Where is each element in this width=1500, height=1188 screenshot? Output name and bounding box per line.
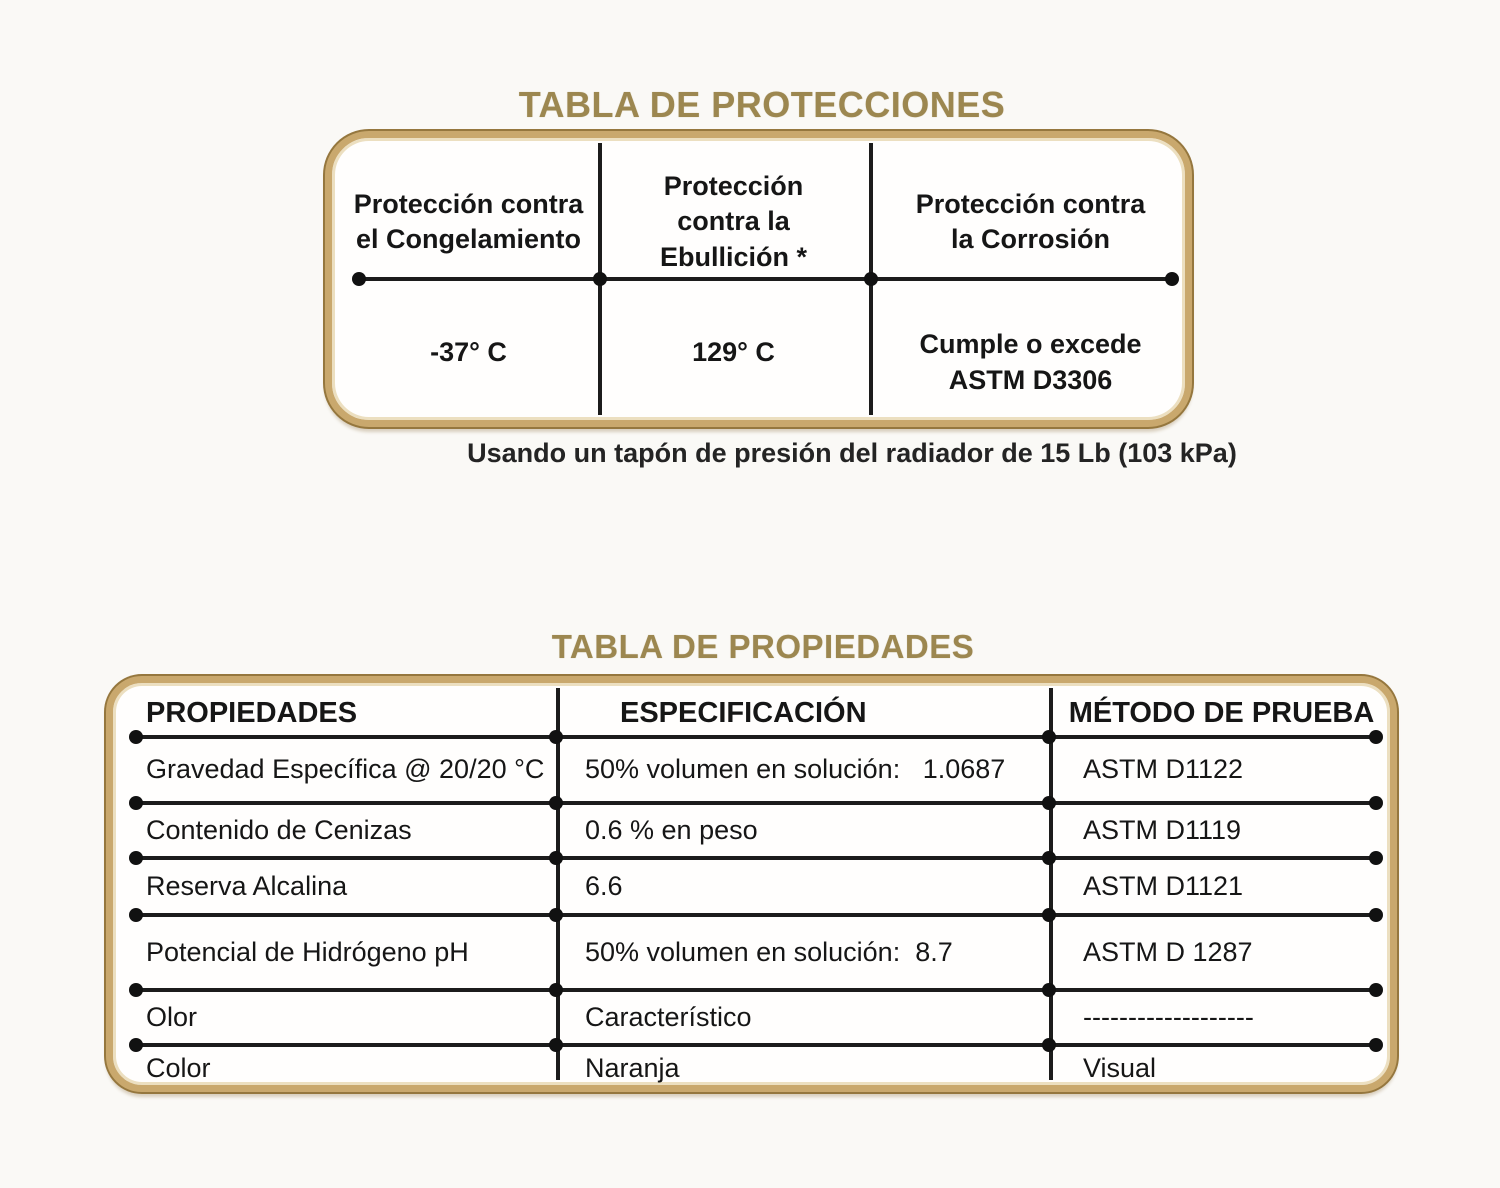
protections-table-body	[339, 145, 1178, 413]
header-cell-freeze-label: Protección contra el Congelamiento	[353, 188, 584, 254]
header-cell-corrosion	[869, 163, 1192, 281]
pressure-cap-footnote: Usando un tapón de presión del radiador de 15 Lb (103 kPa)	[467, 438, 1237, 468]
property-cell: Olor	[146, 1001, 198, 1032]
property-cell: Gravedad Específica @ 20/20 °C	[146, 754, 545, 785]
header-cell-boil	[598, 163, 869, 281]
specification-cell: Característico	[585, 1001, 752, 1032]
separator-dot	[129, 983, 143, 997]
column-header-metodo: MÉTODO DE PRUEBA	[1068, 696, 1375, 729]
separator-dot	[549, 983, 563, 997]
properties-table-body	[120, 690, 1383, 1083]
value-cell-corrosion	[869, 295, 1192, 430]
separator-dot	[549, 796, 563, 810]
specification-cell: 6.6	[585, 870, 623, 901]
specification-cell: Naranja	[585, 1052, 680, 1083]
property-cell: Color	[146, 1052, 211, 1083]
separator-dot	[352, 272, 366, 286]
value-cell-freeze: -37° C	[430, 336, 507, 367]
protections-table	[325, 131, 1192, 427]
value-cell-corrosion-label: Cumple o excede ASTM D3306	[919, 329, 1142, 395]
header-cell-freeze	[339, 163, 598, 281]
separator-dot	[129, 908, 143, 922]
column-divider	[556, 688, 560, 1080]
separator-dot	[129, 730, 143, 744]
separator-dot	[1165, 272, 1179, 286]
separator-dot	[129, 851, 143, 865]
method-cell: ASTM D1122	[1083, 754, 1244, 785]
properties-table-title: TABLA DE PROPIEDADES	[551, 628, 975, 665]
separator-dot	[549, 730, 563, 744]
specification-cell: 0.6 % en peso	[585, 814, 758, 845]
property-cell: Potencial de Hidrógeno pH	[146, 936, 469, 967]
separator-dot	[593, 272, 607, 286]
value-cell-boil: 129° C	[692, 336, 775, 367]
method-cell: ASTM D1121	[1083, 870, 1244, 901]
method-cell: -------------------	[1083, 1001, 1254, 1032]
specification-cell: 50% volumen en solución: 8.7	[585, 936, 953, 967]
specification-cell: 50% volumen en solución: 1.0687	[585, 754, 1006, 785]
properties-table	[106, 676, 1397, 1092]
separator-dot	[129, 796, 143, 810]
separator-dot	[549, 1038, 563, 1052]
separator-dot	[549, 908, 563, 922]
separator-dot	[864, 272, 878, 286]
method-cell: ASTM D 1287	[1083, 936, 1253, 967]
column-header-propiedades: PROPIEDADES	[146, 697, 358, 730]
protections-table-title: TABLA DE PROTECCIONES	[518, 84, 1006, 125]
method-cell: Visual	[1083, 1052, 1157, 1083]
separator-dot	[129, 1038, 143, 1052]
property-cell: Reserva Alcalina	[146, 870, 348, 901]
method-cell: ASTM D1119	[1083, 814, 1242, 845]
header-cell-boil-label: Protección contra la Ebullición *	[659, 171, 807, 272]
property-cell: Contenido de Cenizas	[146, 814, 412, 845]
column-divider	[1049, 688, 1053, 1080]
column-header-especificacion: ESPECIFICACIÓN	[620, 697, 867, 730]
header-separator-line	[355, 277, 1176, 281]
separator-dot	[549, 851, 563, 865]
header-cell-corrosion-label: Protección contra la Corrosión	[915, 188, 1146, 254]
